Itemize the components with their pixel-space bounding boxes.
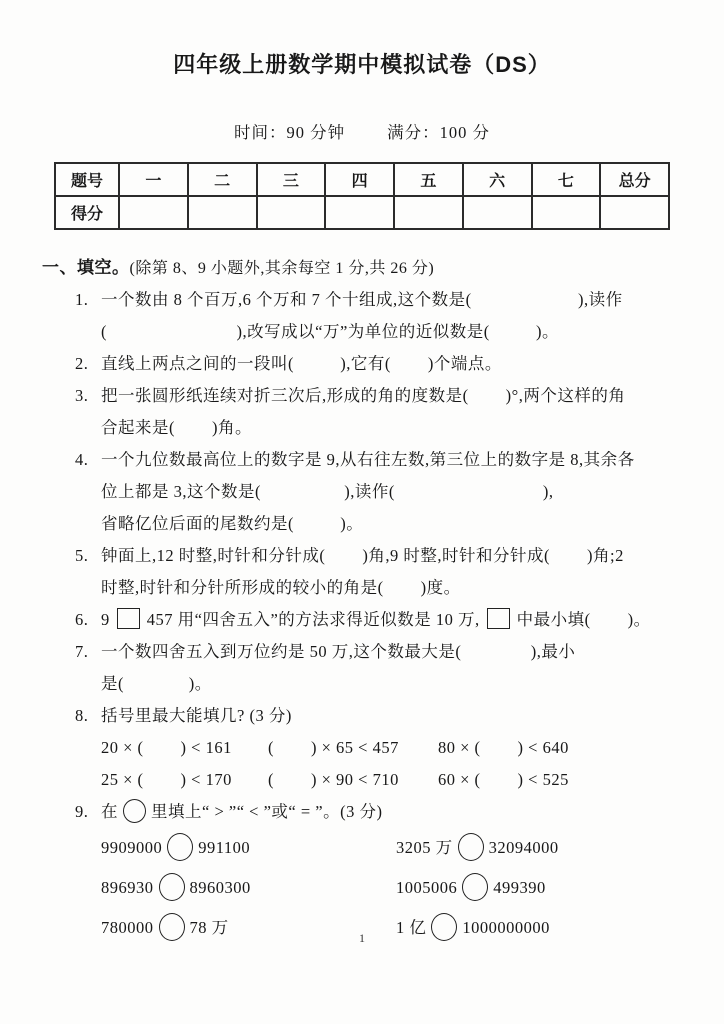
question-number: 3.: [75, 386, 89, 405]
equation-cell: 60 × ( ) < 525: [438, 770, 569, 789]
question-2-line-1: 直线上两点之间的一段叫( ),它有( )个端点。: [101, 354, 502, 373]
compare-circle-icon: [123, 799, 146, 823]
comparison-left: 1005006: [396, 878, 458, 897]
question-number: 2.: [75, 354, 89, 373]
score-cell: [600, 196, 669, 229]
score-cell: [532, 196, 601, 229]
comparison-left: 780000: [101, 918, 154, 937]
exam-time-label: 时间：90 分钟: [234, 123, 346, 142]
question-5: [75, 540, 685, 604]
score-cell: [394, 196, 463, 229]
question-9-line-1: [101, 796, 685, 828]
table-col-header: 总分: [600, 163, 669, 196]
compare-circle-icon: [167, 833, 193, 861]
question-5-line-1: 钟面上,12 时整,时针和分针成( )角,9 时整,时针和分针成( )角;2: [101, 546, 624, 565]
question-3: [75, 380, 685, 444]
question-4-line-3: 省略亿位后面的尾数约是( )。: [101, 514, 364, 533]
question-4-line-2: 位上都是 3,这个数是( ),读作( ),: [101, 482, 554, 501]
question-6: [75, 604, 685, 636]
question-8: [75, 700, 685, 796]
question-number: 4.: [75, 450, 89, 469]
question-3-line-2: 合起来是( )角。: [101, 418, 252, 437]
comparison-right: 8960300: [189, 878, 251, 897]
comparison-right: 32094000: [488, 838, 559, 857]
score-cell: [257, 196, 326, 229]
question-7-line-1: 一个数四舍五入到万位约是 50 万,这个数最大是( ),最小: [101, 642, 576, 661]
comparison-item: [396, 868, 685, 908]
question-4-line-1: 一个九位数最高位上的数字是 9,从右往左数,第三位上的数字是 8,其余各: [101, 450, 635, 469]
question-7-line-2: 是( )。: [101, 674, 212, 693]
question-6-line-1: [101, 604, 685, 636]
comparison-item: [101, 868, 396, 908]
comparison-left: 3205 万: [396, 838, 453, 857]
question-9-text: 里填上“ > ”“ < ”或“ = ”。(3 分): [151, 802, 383, 821]
score-cell: [188, 196, 257, 229]
question-9-text: 在: [101, 802, 118, 821]
score-cell: [325, 196, 394, 229]
question-3-line-1: 把一张圆形纸连续对折三次后,形成的角的度数是( )°,两个这样的角: [101, 386, 626, 405]
table-corner-label: 题号: [55, 163, 119, 196]
question-6-text: 9: [101, 610, 110, 629]
section-heading: 一、填空。: [42, 258, 130, 277]
question-number: 7.: [75, 642, 89, 661]
question-1-line-2: ( ),改写成以“万”为单位的近似数是( )。: [101, 322, 560, 341]
equation-cell: ( ) × 65 < 457: [268, 738, 399, 757]
table-col-header: 六: [463, 163, 532, 196]
score-cell: [119, 196, 188, 229]
compare-circle-icon: [159, 873, 185, 901]
comparison-item: [396, 828, 685, 868]
question-number: 9.: [75, 802, 89, 821]
equation-cell: 80 × ( ) < 640: [438, 738, 569, 757]
question-6-text: 中最小填( )。: [516, 610, 651, 629]
table-col-header: 五: [394, 163, 463, 196]
page-number: 1: [359, 931, 365, 945]
question-number: 6.: [75, 610, 89, 629]
score-cell: [463, 196, 532, 229]
section-note: (除第 8、9 小题外,其余每空 1 分,共 26 分): [129, 260, 435, 277]
blank-box-icon: [487, 608, 510, 629]
equation-cell: 25 × ( ) < 170: [101, 770, 232, 789]
score-row-label: 得分: [55, 196, 119, 229]
comparison-left: 1 亿: [396, 918, 427, 937]
compare-circle-icon: [458, 833, 484, 861]
question-8-equations-row-2: [101, 764, 685, 796]
question-4: [75, 444, 685, 540]
table-col-header: 一: [119, 163, 188, 196]
exam-meta: [0, 119, 724, 143]
blank-box-icon: [117, 608, 140, 629]
question-8-line-1: 括号里最大能填几? (3 分): [101, 706, 292, 725]
question-2: [75, 348, 685, 380]
section-heading-line: [42, 253, 724, 284]
question-number: 8.: [75, 706, 89, 725]
comparison-right: 991100: [198, 838, 251, 857]
score-table: [54, 162, 670, 230]
comparison-item: [101, 828, 396, 868]
question-5-line-2: 时整,时针和分针所形成的较小的角是( )度。: [101, 578, 461, 597]
compare-circle-icon: [462, 873, 488, 901]
section-fill-in-blanks: [42, 253, 724, 948]
table-col-header: 二: [188, 163, 257, 196]
comparison-left: 896930: [101, 878, 154, 897]
table-col-header: 四: [325, 163, 394, 196]
comparison-right: 78 万: [189, 918, 229, 937]
score-table-header-row: [55, 163, 669, 196]
page-title: 四年级上册数学期中模拟试卷（DS）: [173, 52, 551, 77]
comparison-right: 499390: [493, 878, 546, 897]
question-6-text: 457 用“四舍五入”的方法求得近似数是 10 万,: [146, 610, 480, 629]
table-col-header: 三: [257, 163, 326, 196]
table-col-header: 七: [532, 163, 601, 196]
equation-cell: ( ) × 90 < 710: [268, 770, 399, 789]
question-1-line-1: 一个数由 8 个百万,6 个万和 7 个十组成,这个数是( ),读作: [101, 290, 623, 309]
score-table-score-row: [55, 196, 669, 229]
comparison-left: 9909000: [101, 838, 163, 857]
question-9-row-1: [101, 828, 685, 868]
question-8-equations-row-1: [101, 732, 685, 764]
question-9-row-2: [101, 868, 685, 908]
question-7: [75, 636, 685, 700]
equation-cell: 20 × ( ) < 161: [101, 738, 232, 757]
question-number: 1.: [75, 290, 89, 309]
question-9: [75, 796, 685, 948]
exam-fullscore-label: 满分：100 分: [387, 123, 490, 142]
question-1: [75, 284, 685, 348]
question-list: [75, 284, 685, 948]
comparison-right: 1000000000: [462, 918, 550, 937]
question-number: 5.: [75, 546, 89, 565]
